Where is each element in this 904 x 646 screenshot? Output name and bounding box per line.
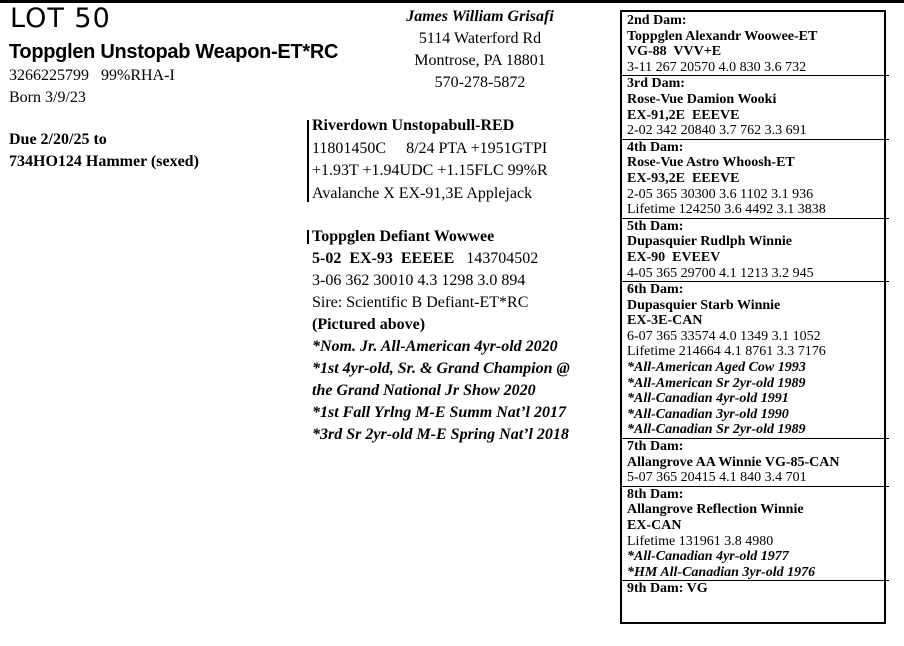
ancestor-award: *All-Canadian 3yr-old 1990 (627, 406, 789, 422)
ancestor-lifetime: Lifetime 214664 4.1 8761 3.3 7176 (627, 344, 826, 360)
ancestor-award: *All-Canadian 4yr-old 1977 (627, 549, 789, 565)
dam-award: the Grand National Jr Show 2020 (312, 382, 536, 399)
ancestor-name: Allangrove AA Winnie VG-85-CAN (627, 454, 840, 470)
ancestor-record: 6-07 365 33574 4.0 1349 3.1 1052 (627, 328, 821, 344)
sire-parents: Avalanche X EX-91,3E Applejack (312, 184, 533, 202)
service-sire: 734HO124 Hammer (sexed) (9, 153, 199, 170)
ancestor-record: 3-11 267 20570 4.0 830 3.6 732 (627, 59, 807, 75)
gen-label: 7th Dam: (627, 439, 684, 455)
dam-award: *1st 4yr-old, Sr. & Grand Champion @ (312, 360, 570, 377)
dam-sire: Sire: Scientific B Defiant-ET*RC (312, 294, 529, 311)
pedigree-box (620, 10, 886, 624)
ancestor-name: Rose-Vue Astro Whoosh-ET (627, 155, 795, 171)
ancestor-award: *All-American Sr 2yr-old 1989 (627, 375, 806, 391)
owner-phone: 570-278-5872 (434, 74, 526, 91)
ancestor-class: EX-91,2E EEEVE (627, 107, 740, 123)
dam-block (312, 226, 570, 446)
gen-label: 6th Dam: (627, 282, 684, 298)
pedigree-gen-2 (622, 13, 889, 75)
sire-pta: 11801450C 8/24 PTA +1951GTPI (312, 139, 548, 157)
ancestor-name: Allangrove Reflection Winnie (627, 502, 804, 518)
dam-pictured: (Pictured above) (312, 316, 426, 333)
ancestor-name: Dupasquier Starb Winnie (627, 297, 781, 313)
pedigree-gen-9 (622, 580, 889, 597)
ancestor-lifetime: Lifetime 124250 3.6 4492 3.1 3838 (627, 202, 826, 218)
sire-name: Riverdown Unstopabull-RED (312, 117, 515, 134)
lot-number: LOT 50 (10, 3, 111, 34)
pedigree-gen-8 (622, 486, 889, 581)
pedigree-gen-5 (622, 218, 889, 281)
ancestor-class: VG-88 VVV+E (627, 44, 722, 60)
pedigree-gen-3 (622, 75, 889, 138)
dam-name: Toppglen Defiant Wowwee (312, 228, 495, 245)
dam-award: *Nom. Jr. All-American 4yr-old 2020 (312, 338, 558, 355)
gen-label: 5th Dam: (627, 218, 684, 234)
pedigree-gen-7 (622, 438, 889, 486)
owner-street: 5114 Waterford Rd (418, 30, 542, 47)
dam-award: *3rd Sr 2yr-old M-E Spring Nat’l 2018 (312, 426, 569, 443)
gen-label: 8th Dam: (627, 486, 684, 502)
dam-record: 3-06 362 30010 4.3 1298 3.0 894 (312, 272, 526, 289)
ancestor-record: 2-05 365 30300 3.6 1102 3.1 936 (627, 186, 814, 202)
ancestor-award: *All-Canadian 4yr-old 1991 (627, 391, 789, 407)
gen-label: 4th Dam: (627, 139, 684, 155)
ancestor-class: EX-90 EVEEV (627, 249, 721, 265)
dam-award: *1st Fall Yrlng M-E Summ Nat’l 2017 (312, 404, 566, 421)
gen-label: 2nd Dam: (627, 13, 687, 28)
dam-class-line (312, 248, 570, 270)
registration-line: 3266225799 99%RHA-I (9, 67, 175, 84)
ancestor-award: *All-Canadian Sr 2yr-old 1989 (627, 422, 806, 438)
sire-traits: +1.93T +1.94UDC +1.15FLC 99%R (312, 162, 548, 179)
gen-label: 3rd Dam: (627, 76, 685, 92)
birth-date: Born 3/9/23 (9, 89, 86, 106)
animal-name: Toppglen Unstopab Weapon-ET*RC (9, 41, 339, 63)
pedigree-gen-6 (622, 281, 889, 438)
owner-block (365, 6, 595, 94)
top-rule (0, 0, 904, 3)
pedigree-list (627, 13, 889, 597)
dam-class: 5-02 EX-93 EEEEE (312, 250, 455, 267)
ancestor-award: *HM All-Canadian 3yr-old 1976 (627, 564, 816, 580)
gen-label: 9th Dam: VG (627, 581, 708, 597)
ancestor-name: Toppglen Alexandr Woowee-ET (627, 28, 818, 44)
sire-block (312, 115, 548, 205)
pedigree-gen-4 (622, 139, 889, 218)
owner-name: James William Grisafi (406, 8, 554, 25)
dam-reg: 143704502 (466, 250, 539, 267)
ancestor-class: EX-3E-CAN (627, 313, 703, 329)
ancestor-class: EX-CAN (627, 518, 682, 533)
ancestor-name: Rose-Vue Damion Wooki (627, 91, 777, 107)
dam-rule (307, 230, 309, 244)
ancestor-record: 2-02 342 20840 3.7 762 3.3 691 (627, 123, 807, 139)
ancestor-award: *All-American Aged Cow 1993 (627, 360, 806, 376)
ancestor-name: Dupasquier Rudlph Winnie (627, 234, 792, 250)
ancestor-record: 5-07 365 20415 4.1 840 3.4 701 (627, 470, 807, 486)
sire-rule (307, 120, 309, 202)
ancestor-lifetime: Lifetime 131961 3.8 4980 (627, 533, 774, 549)
ancestor-class: EX-93,2E EEEVE (627, 170, 740, 186)
ancestor-record: 4-05 365 29700 4.1 1213 3.2 945 (627, 265, 814, 281)
owner-city: Montrose, PA 18801 (414, 52, 546, 69)
due-date: Due 2/20/25 to (9, 131, 107, 148)
